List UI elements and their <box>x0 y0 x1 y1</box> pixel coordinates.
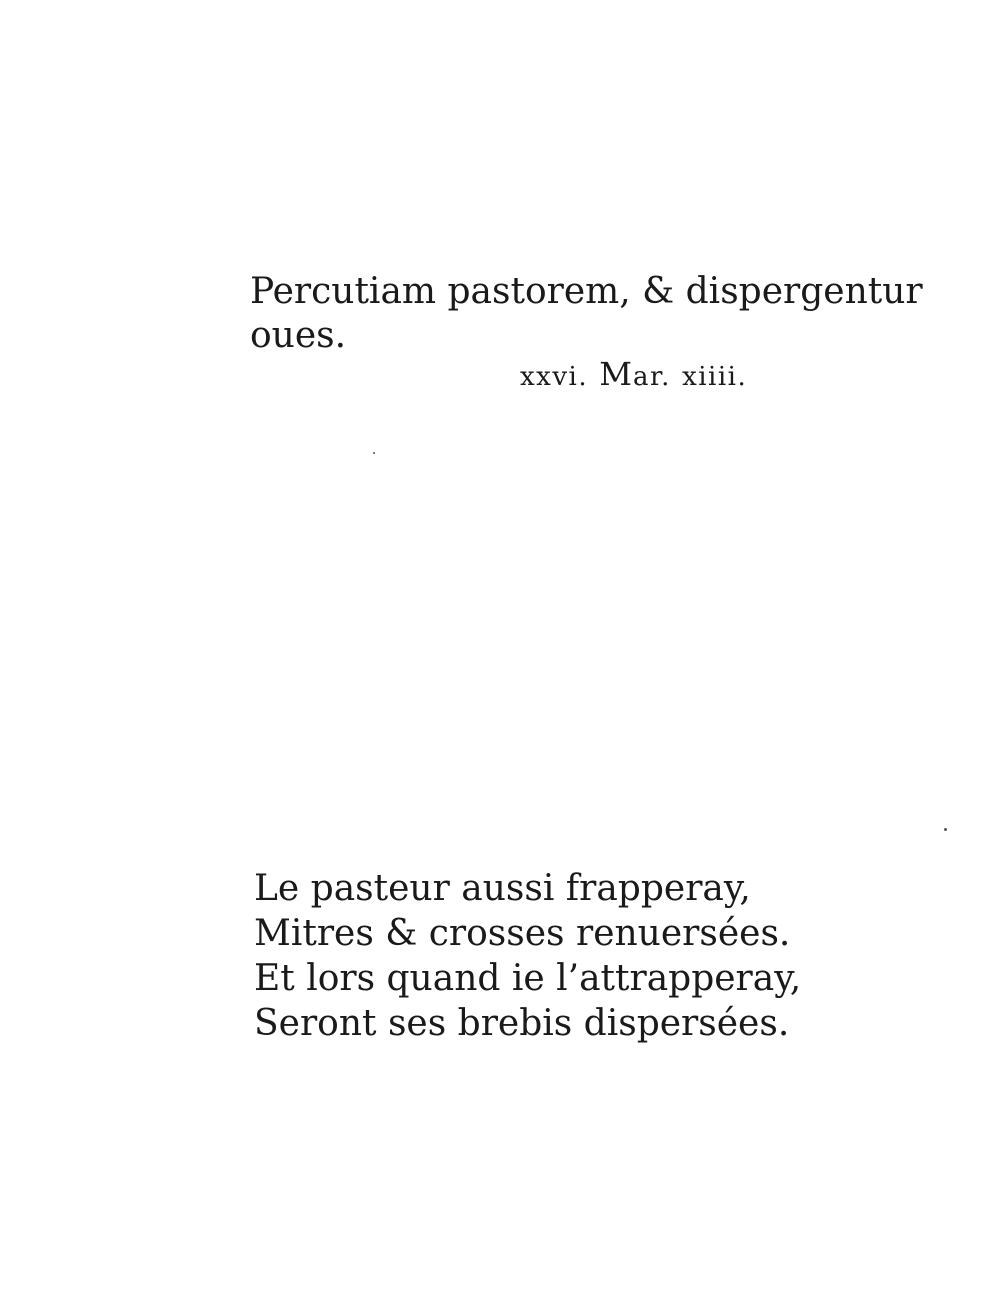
scripture-citation <box>520 354 747 397</box>
citation-book-rest: ar. <box>633 362 671 392</box>
citation-book-initial: M <box>599 355 634 393</box>
paper-speck <box>373 452 375 454</box>
verse-line-3: Et lors quand ie l’attrapperay, <box>254 958 802 999</box>
verse-line-1: Le pasteur aussi frapperay, <box>254 868 751 909</box>
latin-line-2: oues. <box>250 315 347 356</box>
paper-speck <box>944 828 947 831</box>
latin-epigraph <box>250 270 923 358</box>
verse-line-2: Mitres & crosses renuersées. <box>254 913 791 954</box>
citation-chapter: xxvi. <box>520 362 589 392</box>
french-verse <box>254 866 894 1046</box>
verse-line-4: Seront ses brebis dispersées. <box>254 1003 790 1044</box>
latin-line-1: Percutiam pastorem, & dispergentur <box>250 271 923 312</box>
citation-verse: xiiii. <box>682 362 748 392</box>
